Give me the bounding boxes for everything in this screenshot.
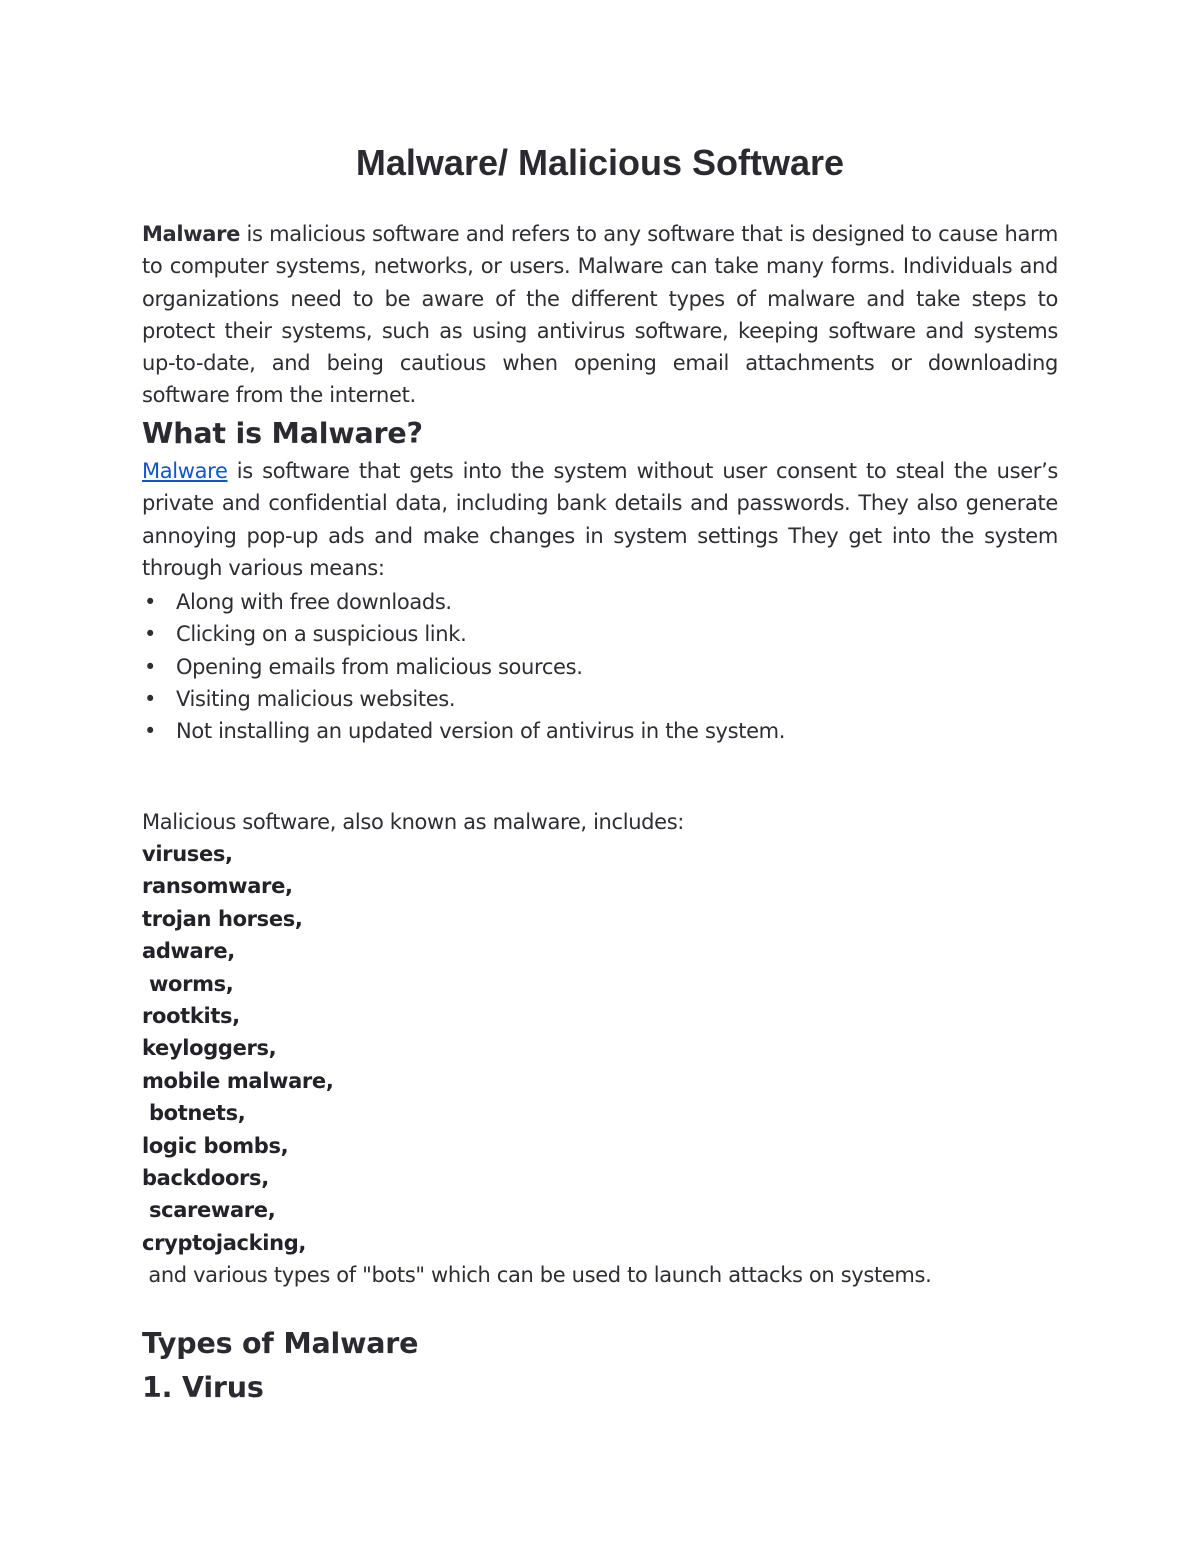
document-title: Malware/ Malicious Software: [355, 142, 845, 183]
list-item-text: Clicking on a suspicious link.: [176, 622, 467, 647]
list-item: keyloggers,: [142, 1036, 277, 1061]
bullet-icon: •: [144, 622, 157, 647]
bullet-icon: •: [144, 719, 157, 744]
list-item: cryptojacking,: [142, 1230, 307, 1255]
list-item: scareware,: [142, 1198, 276, 1223]
list-item: botnets,: [142, 1101, 246, 1126]
bullet-icon: •: [144, 686, 157, 711]
list-item: [142, 651, 1058, 683]
list-item-text: Opening emails from malicious sources.: [176, 654, 583, 679]
includes-intro: Malicious software, also known as malware, includes:: [142, 810, 685, 834]
means-list: [142, 586, 1058, 747]
what-is-text: is software that gets into the system without user consent to steal the user’s private and confidential data, including bank details and passwords. They also generate annoying pop-up ads and make changes in system settings They get into the system through various means:: [142, 459, 1058, 580]
what-is-paragraph: [142, 455, 1058, 584]
intro-lead-bold: Malware: [142, 222, 240, 246]
list-item: ransomware,: [142, 874, 293, 899]
list-item: trojan horses,: [142, 906, 303, 931]
what-is-heading: What is Malware?: [142, 417, 423, 450]
includes-closing: and various types of "bots" which can be used to launch attacks on systems.: [142, 1263, 932, 1287]
malware-types-list: [142, 838, 333, 1259]
malware-link[interactable]: Malware: [142, 459, 228, 483]
list-item-text: Visiting malicious websites.: [176, 686, 456, 711]
list-item: [142, 715, 1058, 747]
list-item: adware,: [142, 939, 235, 964]
bullet-icon: •: [144, 590, 157, 614]
list-item: [142, 683, 1058, 715]
list-item: viruses,: [142, 842, 233, 866]
list-item: mobile malware,: [142, 1068, 334, 1093]
bullet-icon: •: [144, 654, 157, 679]
list-item: [142, 586, 1058, 618]
list-item: backdoors,: [142, 1166, 269, 1191]
list-item: logic bombs,: [142, 1133, 289, 1158]
list-item: [142, 618, 1058, 650]
intro-paragraph: [142, 218, 1058, 412]
list-item: worms,: [142, 971, 234, 996]
intro-text: is malicious software and refers to any software that is designed to cause harm to computer systems, networks, or users. Malware can take many forms. Individuals and organizations need to be aware of the different types of malware and take steps to protect their systems, such as using antivirus software, keeping software and systems up-to-date, and being cautious when opening email attachments or downloading software from the internet.: [142, 222, 1058, 408]
virus-heading: 1. Virus: [142, 1371, 264, 1404]
list-item-text: Along with free downloads.: [176, 590, 452, 614]
list-item: rootkits,: [142, 1004, 240, 1029]
types-heading: Types of Malware: [142, 1327, 419, 1360]
list-item-text: Not installing an updated version of antivirus in the system.: [176, 719, 786, 744]
